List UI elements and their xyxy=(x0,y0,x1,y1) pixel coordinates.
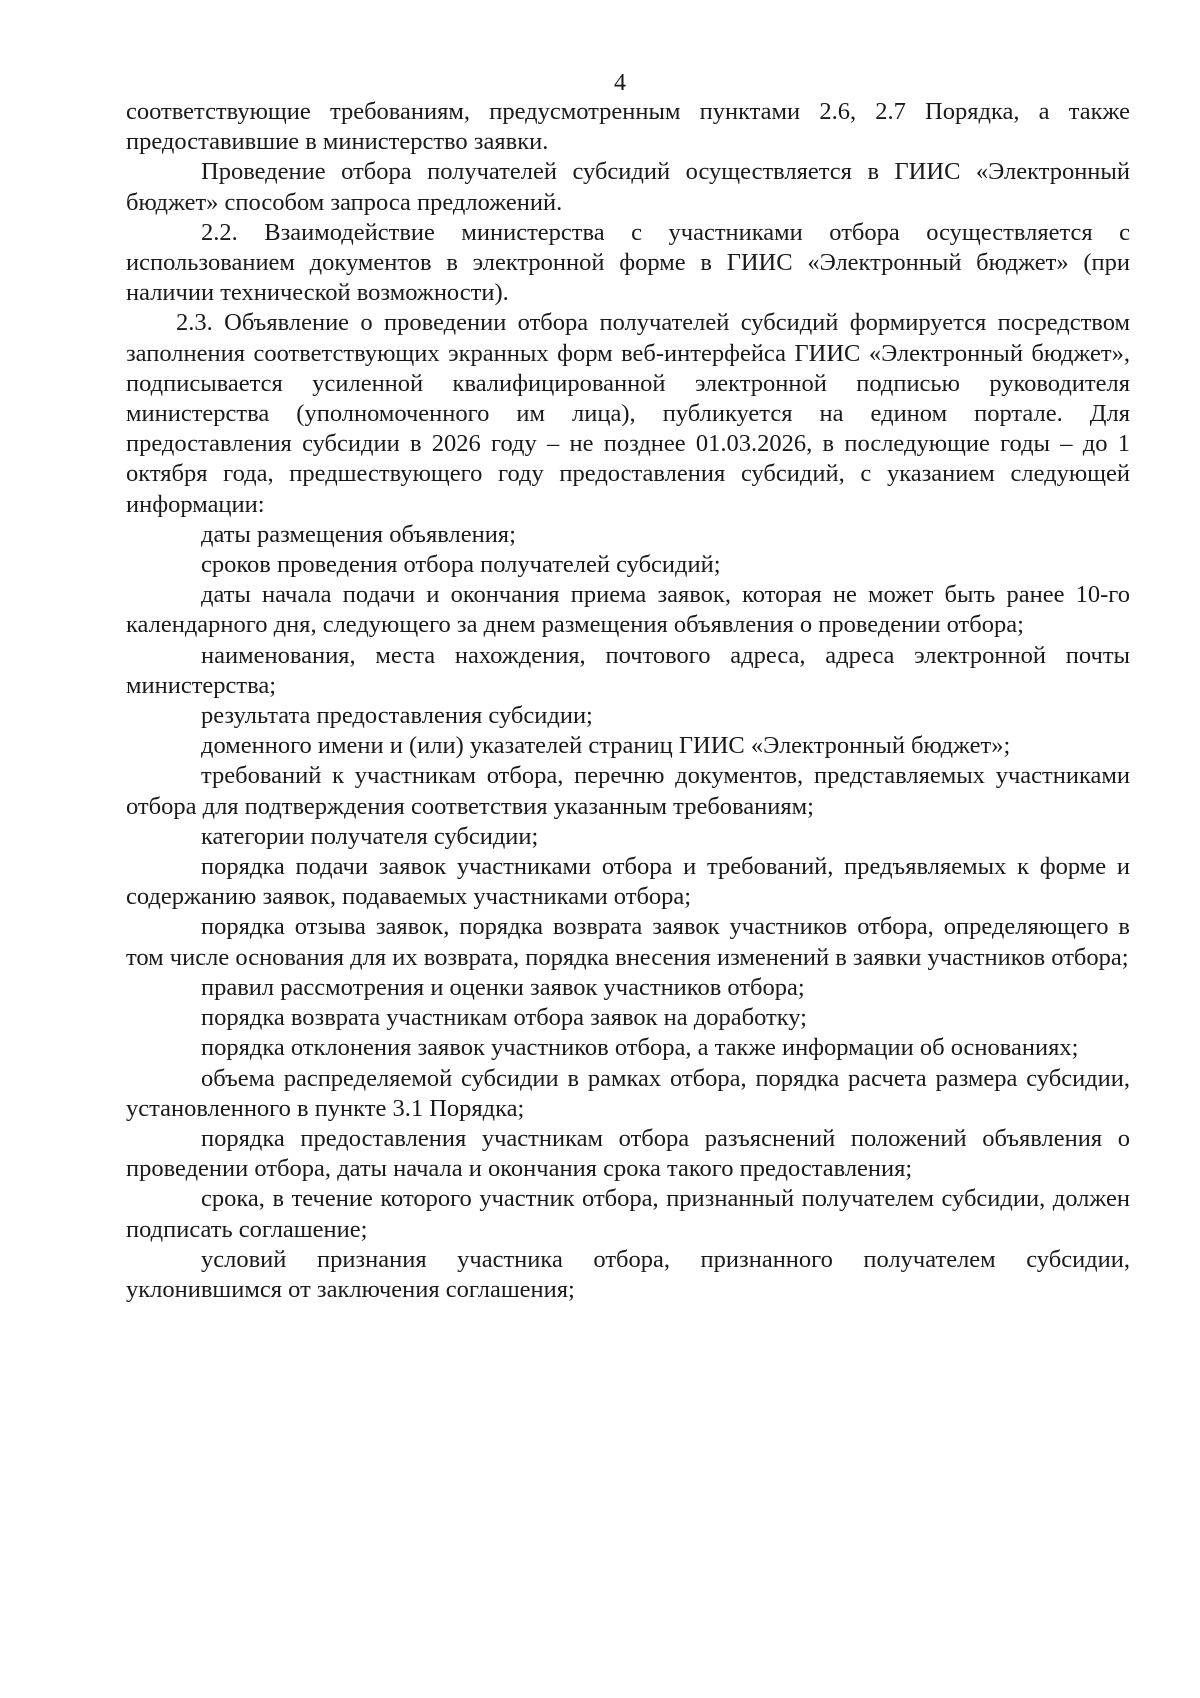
list-item: порядка подачи заявок участниками отбора и требований, предъявляемых к форме и содержанию заявок, подаваемых участниками отбора; xyxy=(126,853,1130,911)
list-item: порядка предоставления участникам отбора разъяснений положений объявления о проведении отбора, даты начала и окончания срока такого предоставления; xyxy=(126,1124,1130,1183)
list-item: доменного имени и (или) указателей страниц ГИИС «Электронный бюджет»; xyxy=(201,732,1011,760)
document-body xyxy=(126,97,1130,1305)
list-item: категории получателя субсидии; xyxy=(201,822,539,850)
paragraph-continuation: соответствующие требованиям, предусмотренным пунктами 2.6, 2.7 Порядка, а также предоставившие в министерство заявки. xyxy=(126,98,1130,156)
list-item: порядка возврата участникам отбора заявок на доработку; xyxy=(201,1004,807,1032)
list-item: даты начала подачи и окончания приема заявок, которая не может быть ранее 10-го календарного дня, следующего за днем размещения объявления о проведении отбора; xyxy=(126,581,1130,639)
page-number: 4 xyxy=(614,70,626,96)
paragraph-2-3: 2.3. Объявление о проведении отбора получателей субсидий формируется посредством заполнения соответствующих экранных форм веб-интерфейса ГИИС «Электронный бюджет», подписывается усиленной квалифицированной электронной подписью руководителя министерства (уполномоченного им лица), публикуется на едином портале. Для предоставления субсидии в 2026 году – не позднее 01.03.2026, в последующие годы – до 1 октября года, предшествующего году предоставления субсидий, с указанием следующей информации: xyxy=(126,309,1130,518)
list-item: сроков проведения отбора получателей субсидий; xyxy=(201,551,721,579)
list-item: объема распределяемой субсидии в рамках отбора, порядка расчета размера субсидии, установленного в пункте 3.1 Порядка; xyxy=(126,1064,1130,1122)
list-item: срока, в течение которого участник отбора, признанный получателем субсидии, должен подписать соглашение; xyxy=(126,1185,1130,1243)
list-item: результата предоставления субсидии; xyxy=(201,702,593,730)
list-item: условий признания участника отбора, признанного получателем субсидии, уклонившимся от заключения соглашения; xyxy=(126,1245,1130,1303)
paragraph-2-2: 2.2. Взаимодействие министерства с участниками отбора осуществляется с использованием документов в электронной форме в ГИИС «Электронный бюджет» (при наличии технической возможности). xyxy=(126,218,1130,307)
list-item: правил рассмотрения и оценки заявок участников отбора; xyxy=(201,973,805,1001)
list-item: порядка отклонения заявок участников отбора, а также информации об основаниях; xyxy=(201,1034,1079,1062)
list-item: даты размещения объявления; xyxy=(201,520,516,548)
list-item: порядка отзыва заявок, порядка возврата заявок участников отбора, определяющего в том числе основания для их возврата, порядка внесения изменений в заявки участников отбора; xyxy=(126,913,1130,971)
paragraph-selection-method: Проведение отбора получателей субсидий осуществляется в ГИИС «Электронный бюджет» способом запроса предложений. xyxy=(126,158,1130,216)
list-item: требований к участникам отбора, перечню документов, представляемых участниками отбора для подтверждения соответствия указанным требованиям; xyxy=(126,762,1130,820)
list-item: наименования, места нахождения, почтового адреса, адреса электронной почты министерства; xyxy=(126,641,1130,699)
